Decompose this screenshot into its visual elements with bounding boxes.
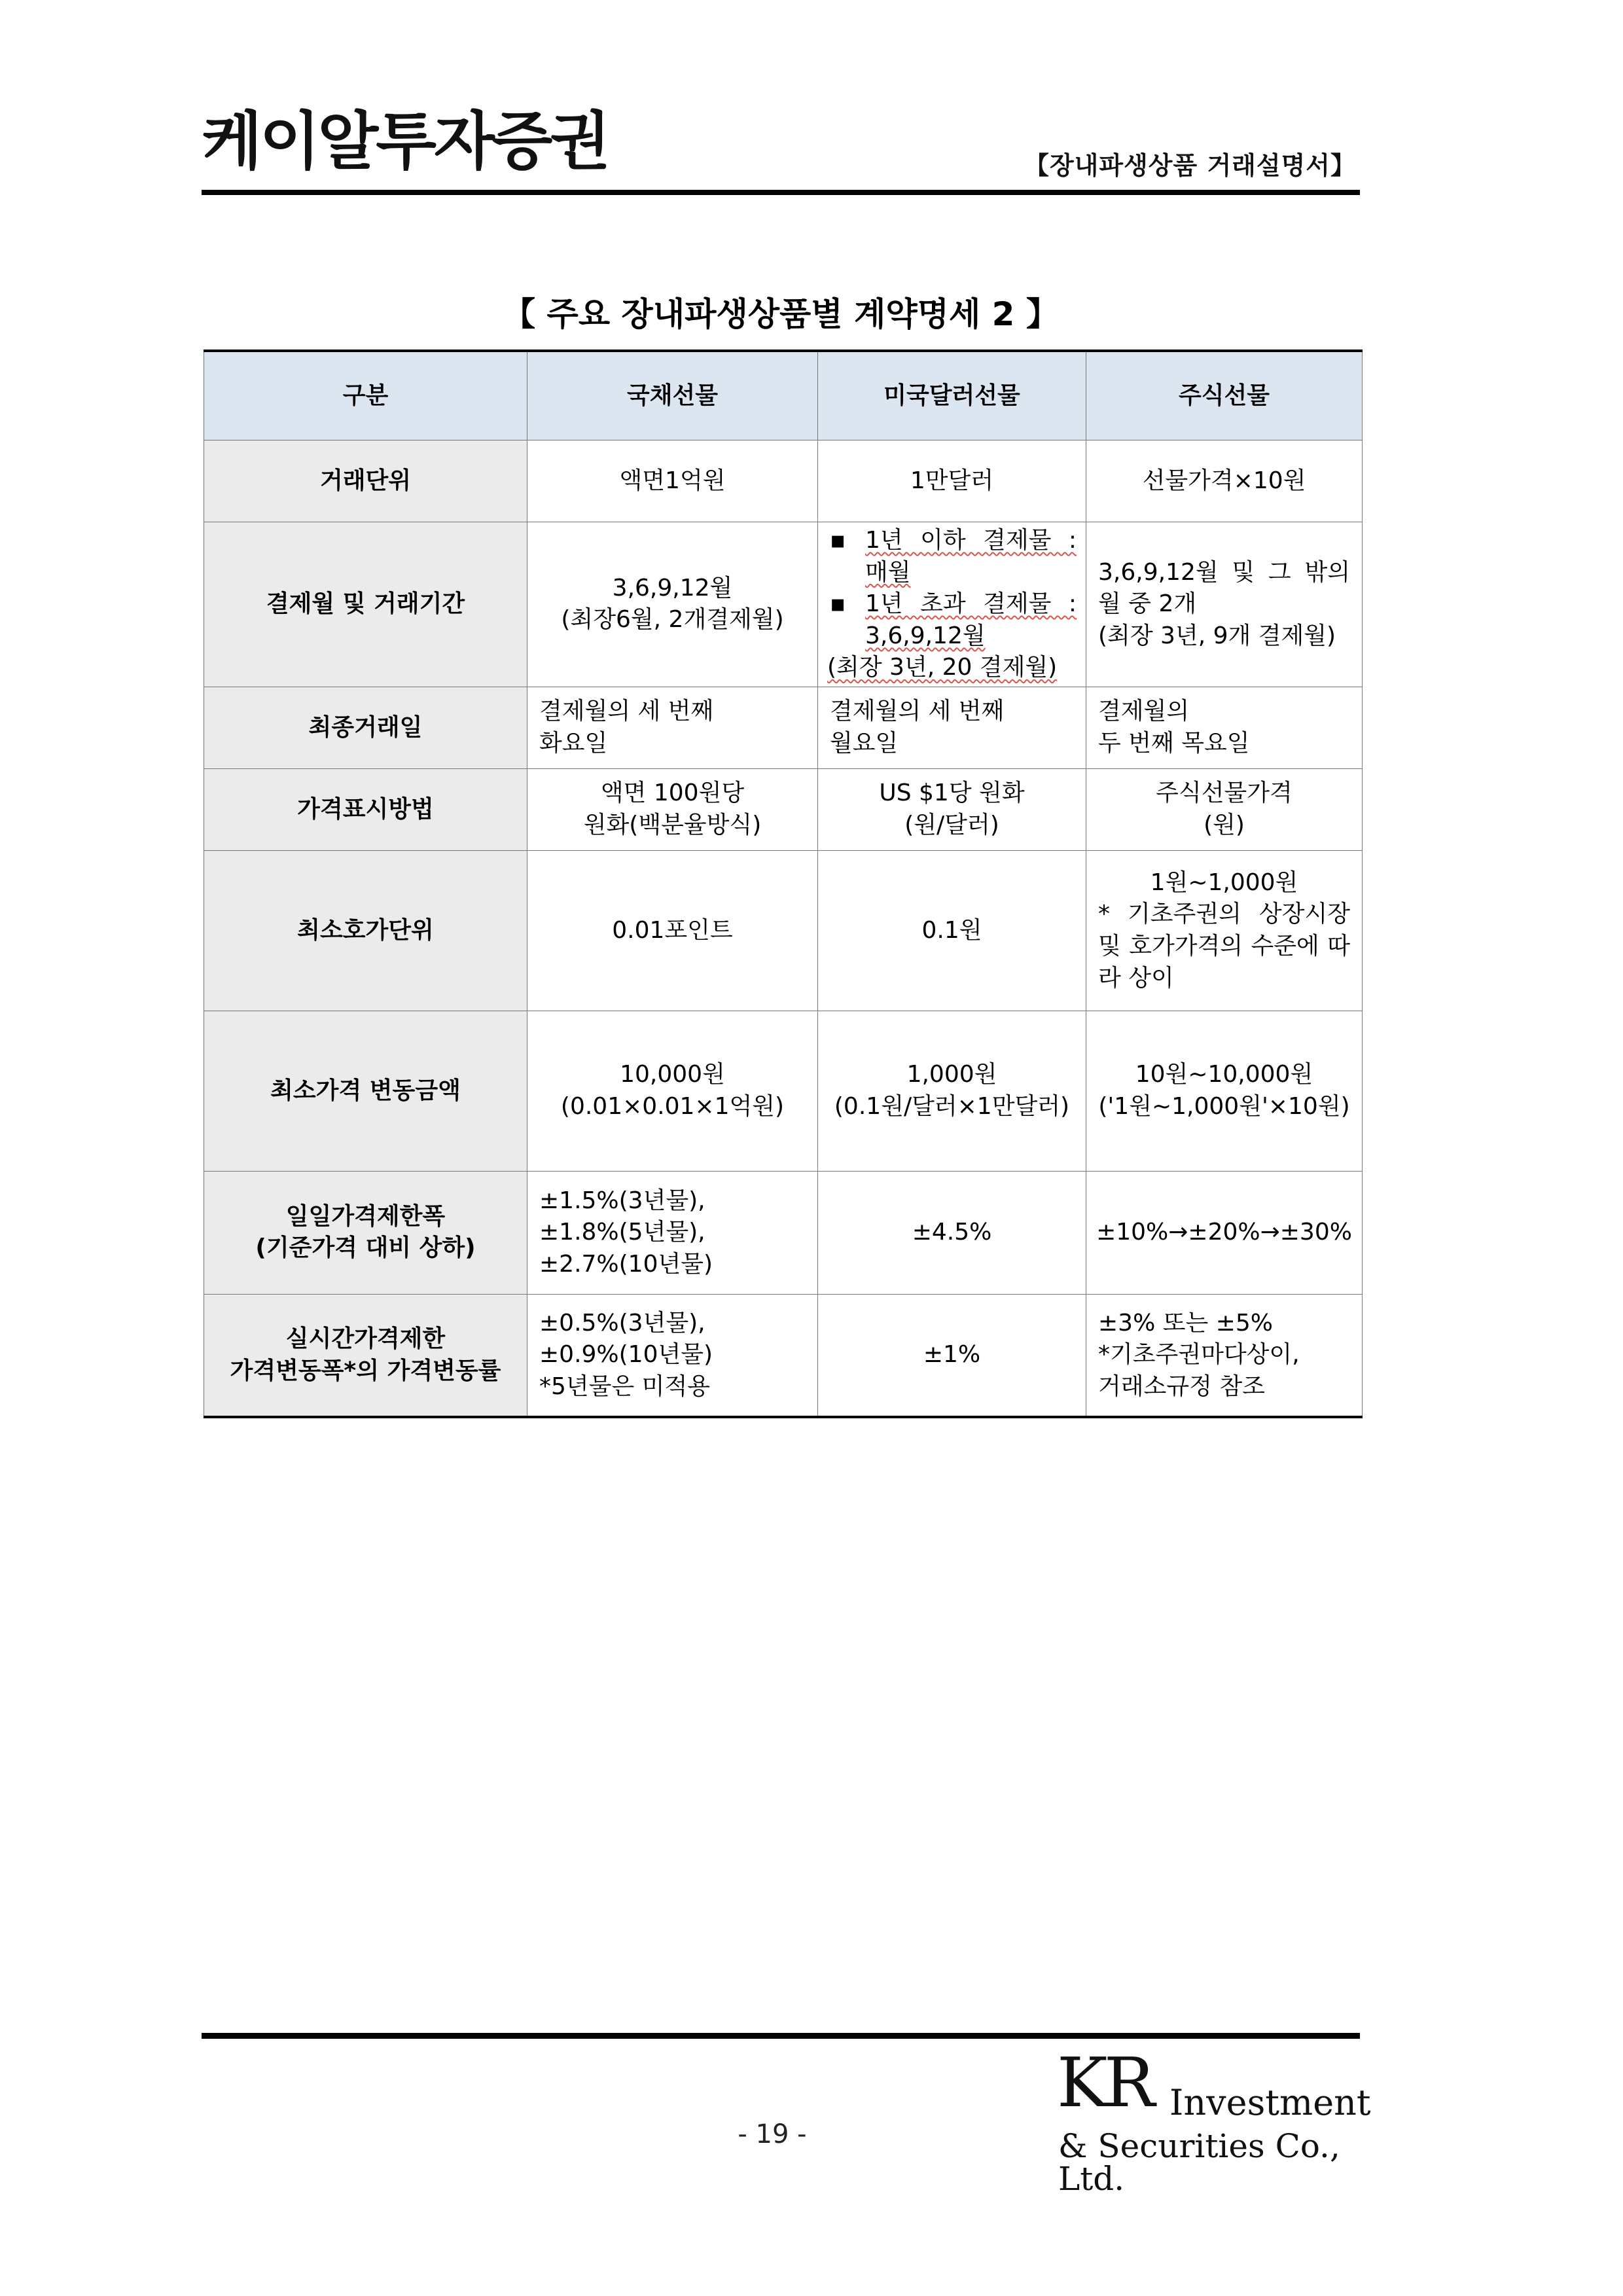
cell-text: ±10%→±20%→±30% [1096, 1219, 1352, 1246]
contract-spec-table [204, 350, 1363, 1418]
cell-bond [527, 1011, 818, 1171]
cell-bond [527, 850, 818, 1011]
cell-text: 0.01포인트 [612, 916, 733, 944]
cell-text: 월요일 [830, 729, 899, 757]
cell-stock [1086, 440, 1363, 522]
table-row [204, 850, 1363, 1011]
table-row [204, 1011, 1363, 1171]
page-number: - 19 - [738, 2119, 807, 2149]
cell-text: 1,000원 [906, 1061, 997, 1088]
cell-stock [1086, 1171, 1363, 1294]
row-header-trading-unit: 거래단위 [204, 440, 527, 522]
cell-usd [818, 1011, 1086, 1171]
cell-text: ±4.5% [912, 1219, 992, 1246]
cell-usd [818, 1171, 1086, 1294]
cell-usd [818, 687, 1086, 768]
cell-text: 두 번째 목요일 [1098, 729, 1250, 757]
cell-stock [1086, 1294, 1363, 1417]
list-item [827, 588, 1077, 652]
row-header-realtime-price-limit [204, 1294, 527, 1417]
cell-text: 10원~10,000원 [1135, 1061, 1313, 1088]
cell-text: (0.01×0.01×1억원) [560, 1092, 785, 1120]
cell-text: ±0.9%(10년물) [539, 1341, 713, 1369]
row-header-line: 일일가격제한폭 [285, 1202, 446, 1230]
cell-text: (0.1원/달러×1만달러) [834, 1092, 1070, 1120]
row-header-line: 가격변동폭*의 가격변동률 [230, 1357, 501, 1384]
cell-text: 0.1원 [921, 916, 982, 944]
cell-text: 원화(백분율방식) [583, 811, 762, 838]
row-header-tick-size: 최소호가단위 [204, 850, 527, 1011]
cell-stock [1086, 1011, 1363, 1171]
cell-bond [527, 522, 818, 687]
row-header-daily-price-limit [204, 1171, 527, 1294]
table-row [204, 1294, 1363, 1417]
cell-note: * 기초주권의 상장시장 및 호가가격의 수준에 따라 상이 [1098, 901, 1350, 992]
row-header-price-quotation: 가격표시방법 [204, 768, 527, 850]
cell-text: ('1원~1,000원'×10원) [1098, 1092, 1350, 1120]
cell-text: 선물가격×10원 [1142, 467, 1306, 494]
cell-text: 화요일 [539, 729, 608, 757]
list-item [827, 525, 1077, 588]
row-header-last-trading-day: 최종거래일 [204, 687, 527, 768]
cell-text: 주식선물가격 [1156, 780, 1293, 807]
logo-text-line2: & Securities Co., Ltd. [1058, 2127, 1340, 2198]
cell-usd [818, 850, 1086, 1011]
cell-text: 3,6,9,12월 [612, 574, 733, 601]
cell-stock [1086, 850, 1363, 1011]
cell-stock [1086, 522, 1363, 687]
logo-mark: KR [1057, 2043, 1151, 2123]
row-header-settlement-months: 결제월 및 거래기간 [204, 522, 527, 687]
document-type-label: 【장내파생상품 거래설명서】 [1024, 151, 1356, 180]
list-item-text: 1년 이하 결제물 : 매월 [865, 527, 1077, 586]
cell-text: ±0.5%(3년물), [539, 1309, 705, 1336]
cell-text: 1원~1,000원 [1150, 869, 1298, 896]
row-header-tick-value: 최소가격 변동금액 [204, 1011, 527, 1171]
cell-text: *기초주권마다상이, [1098, 1341, 1300, 1369]
cell-text: 거래소규정 참조 [1098, 1373, 1265, 1401]
table-row [204, 440, 1363, 522]
column-header-bond-futures: 국채선물 [527, 351, 818, 440]
row-header-line: 실시간가격제한 [285, 1325, 446, 1353]
cell-bond [527, 768, 818, 850]
cell-text: *5년물은 미적용 [539, 1373, 711, 1401]
cell-text: 액면 100원당 [600, 780, 745, 807]
cell-text: (원) [1204, 811, 1245, 838]
table-row [204, 1171, 1363, 1294]
brand-logo-text: 케이알투자증권 [202, 105, 609, 178]
cell-note: (최장 3년, 20 결제월) [827, 654, 1058, 681]
cell-usd [818, 768, 1086, 850]
row-header-line: (기준가격 대비 상하) [255, 1234, 476, 1262]
footer-divider [202, 2033, 1360, 2039]
table-row [204, 687, 1363, 768]
company-logo [1057, 2043, 1371, 2198]
bullet-list [827, 525, 1077, 652]
cell-text: 결제월의 [1098, 698, 1190, 725]
cell-bond [527, 1294, 818, 1417]
list-item-text: 1년 초과 결제물 : 3,6,9,12월 [865, 590, 1077, 649]
cell-stock [1086, 768, 1363, 850]
cell-bond [527, 687, 818, 768]
cell-text: 1만달러 [910, 467, 994, 494]
cell-text: 3,6,9,12월 및 그 밖의 월 중 2개 [1098, 558, 1350, 618]
column-header-category: 구분 [204, 351, 527, 440]
column-header-usd-futures: 미국달러선물 [818, 351, 1086, 440]
cell-text: ±1.8%(5년물), [539, 1219, 705, 1246]
cell-text: ±3% 또는 ±5% [1098, 1309, 1273, 1336]
cell-usd [818, 1294, 1086, 1417]
cell-stock [1086, 687, 1363, 768]
cell-text: (최장 3년, 9개 결제월) [1098, 622, 1336, 649]
cell-text: (최장6월, 2개결제월) [561, 606, 784, 634]
table-row [204, 522, 1363, 687]
cell-usd [818, 522, 1086, 687]
cell-text: 액면1억원 [619, 467, 726, 494]
cell-text: US $1당 원화 [879, 780, 1025, 807]
cell-text: 결제월의 세 번째 [830, 698, 1005, 725]
cell-text: 10,000원 [620, 1061, 725, 1088]
cell-text: 결제월의 세 번째 [539, 698, 714, 725]
table-row [204, 768, 1363, 850]
header-divider [202, 190, 1360, 195]
cell-usd [818, 440, 1086, 522]
logo-text-line1: Investment [1169, 2082, 1371, 2123]
column-header-stock-futures: 주식선물 [1086, 351, 1363, 440]
cell-text: ±1% [923, 1341, 981, 1369]
cell-bond [527, 1171, 818, 1294]
cell-text: ±1.5%(3년물), [539, 1187, 705, 1214]
table-header-row [204, 351, 1363, 440]
cell-bond [527, 440, 818, 522]
section-title: 【 주요 장내파생상품별 계약명세 2 】 [503, 295, 1059, 333]
cell-text: ±2.7%(10년물) [539, 1250, 713, 1278]
cell-text: (원/달러) [904, 811, 999, 838]
